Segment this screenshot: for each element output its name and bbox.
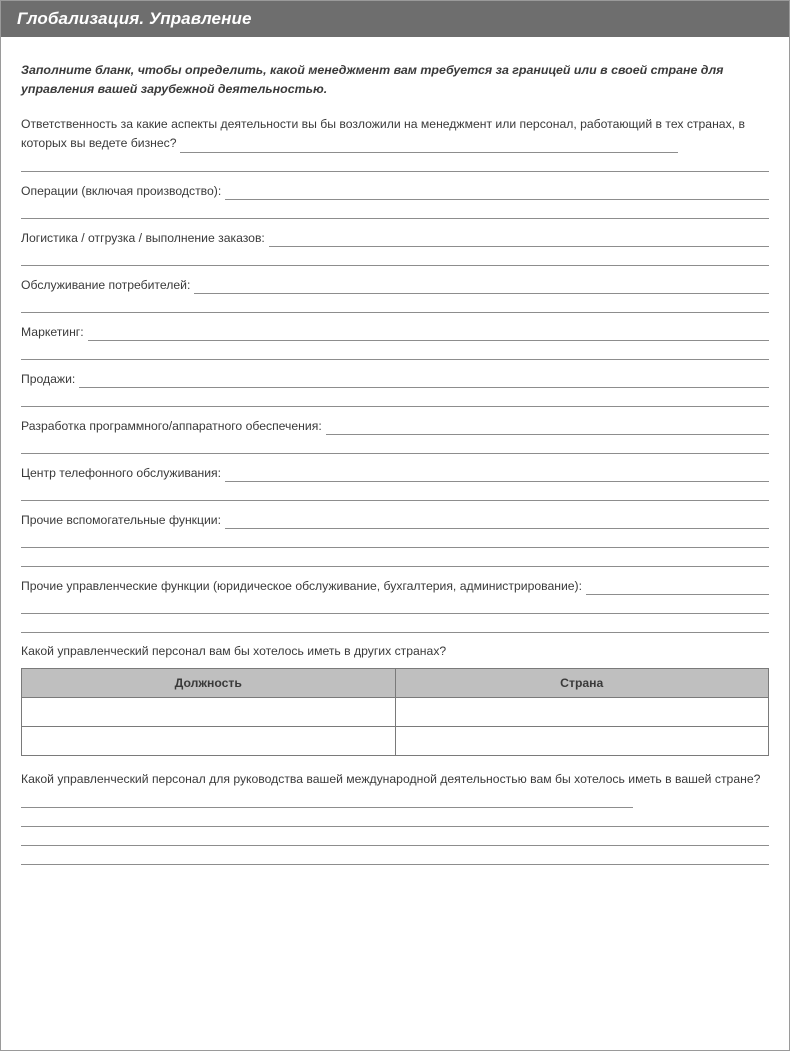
question-label: Обслуживание потребителей: xyxy=(21,278,191,293)
question-label: Прочие вспомогательные функции: xyxy=(21,513,221,528)
table-row xyxy=(22,698,769,727)
answer-rule[interactable] xyxy=(88,326,769,341)
table-cell-country[interactable] xyxy=(395,727,769,756)
table-column-header-country: Страна xyxy=(395,669,769,698)
answer-rule[interactable] xyxy=(586,580,769,595)
table-row xyxy=(22,727,769,756)
answer-rule[interactable] xyxy=(21,247,769,266)
question-label: Разработка программного/аппаратного обеспечения: xyxy=(21,419,322,434)
question-block xyxy=(21,463,769,501)
final-question-block xyxy=(21,770,769,865)
page-title-bar xyxy=(1,1,789,37)
answer-rule[interactable] xyxy=(225,514,769,529)
answer-rule[interactable] xyxy=(21,388,769,407)
answer-rule[interactable] xyxy=(21,793,633,808)
form-intro-text: Заполните бланк, чтобы определить, какой менеджмент вам требуется за границей или в своей стране для управления вашей зарубежной деятельностью. xyxy=(21,63,724,97)
question-label: Ответственность за какие аспекты деятельности вы бы возложили на менеджмент или персонал, работающий в тех странах, в которых вы ведете бизнес? xyxy=(21,117,745,151)
question-block xyxy=(21,181,769,219)
question-block xyxy=(21,510,769,567)
table-cell-position[interactable] xyxy=(22,698,396,727)
answer-rule[interactable] xyxy=(21,846,769,865)
question-label: Продажи: xyxy=(21,372,76,387)
answer-rule[interactable] xyxy=(21,200,769,219)
answer-rule[interactable] xyxy=(21,614,769,633)
question-label: Центр телефонного обслуживания: xyxy=(21,466,222,481)
table-header-row xyxy=(22,669,769,698)
question-label: Операции (включая производство): xyxy=(21,184,222,199)
question-block xyxy=(21,416,769,454)
question-label: Логистика / отгрузка / выполнение заказов: xyxy=(21,231,265,246)
answer-rule[interactable] xyxy=(79,373,769,388)
answer-rule[interactable] xyxy=(21,153,769,172)
answer-rule[interactable] xyxy=(269,232,769,247)
page-title: Глобализация. Управление xyxy=(17,9,252,28)
answer-rule[interactable] xyxy=(225,467,769,482)
question-block xyxy=(21,322,769,360)
question-block xyxy=(21,228,769,266)
final-question-label: Какой управленческий персонал для руководства вашей международной деятельностью вам бы хотелось иметь в вашей стране? xyxy=(21,772,761,787)
answer-rule[interactable] xyxy=(21,529,769,548)
form-content xyxy=(1,37,789,865)
table-cell-position[interactable] xyxy=(22,727,396,756)
question-block xyxy=(21,576,769,633)
table-question-label: Какой управленческий персонал вам бы хотелось иметь в других странах? xyxy=(21,644,447,659)
management-table xyxy=(21,668,769,756)
answer-rule[interactable] xyxy=(194,279,769,294)
answer-rule[interactable] xyxy=(21,548,769,567)
answer-rule[interactable] xyxy=(21,482,769,501)
table-cell-country[interactable] xyxy=(395,698,769,727)
table-column-header-position: Должность xyxy=(22,669,396,698)
answer-rule[interactable] xyxy=(21,595,769,614)
question-block xyxy=(21,275,769,313)
question-block xyxy=(21,115,769,172)
question-block xyxy=(21,369,769,407)
question-label: Маркетинг: xyxy=(21,325,84,340)
answer-rule[interactable] xyxy=(180,138,678,153)
answer-rule[interactable] xyxy=(21,341,769,360)
answer-rule[interactable] xyxy=(326,420,769,435)
answer-rule[interactable] xyxy=(225,185,769,200)
answer-rule[interactable] xyxy=(21,827,769,846)
question-label: Прочие управленческие функции (юридическое обслуживание, бухгалтерия, администрирование): xyxy=(21,579,583,594)
answer-rule[interactable] xyxy=(21,808,769,827)
answer-rule[interactable] xyxy=(21,294,769,313)
answer-rule[interactable] xyxy=(21,435,769,454)
